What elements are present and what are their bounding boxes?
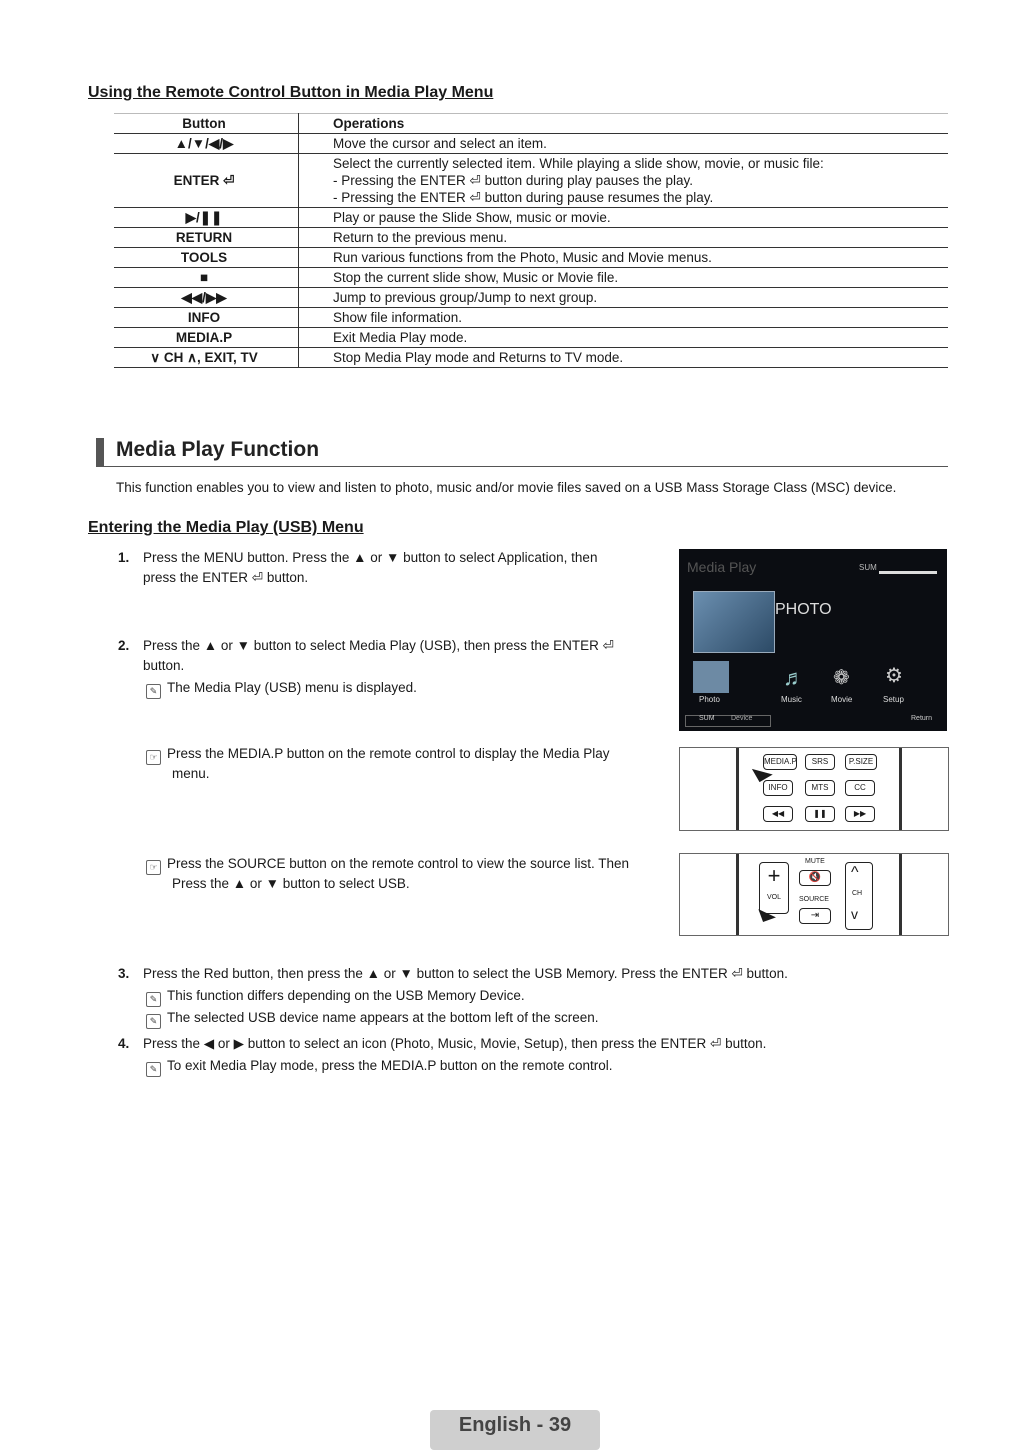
- step-text: Press the ◀ or ▶ button to select an icon (Photo, Music, Movie, Setup), then press the ENTER ⏎ button.: [143, 1036, 767, 1051]
- chevron-up-icon: ^: [851, 864, 859, 881]
- section-title-entering-menu: Entering the Media Play (USB) Menu: [88, 519, 364, 536]
- note-text: This function differs depending on the USB Memory Device.: [167, 988, 525, 1003]
- operation-cell: [299, 208, 949, 228]
- operation-line: - Pressing the ENTER ⏎ button during pause resumes the play.: [333, 190, 714, 205]
- operation-cell: [299, 348, 949, 368]
- operation-cell: [299, 288, 949, 308]
- setup-icon: ⚙: [885, 665, 903, 687]
- button-cell: ▲/▼/◀/▶: [114, 134, 299, 154]
- note-icon: ✎: [146, 992, 161, 1007]
- tip-text: Press the SOURCE button on the remote control to view the source list. Then: [167, 856, 629, 871]
- tip-icon: ☞: [146, 750, 161, 765]
- step-text: button.: [143, 658, 185, 673]
- table-row: [114, 154, 948, 208]
- media-play-screen: [679, 549, 947, 731]
- operation-line: Move the cursor and select an item.: [333, 136, 547, 151]
- screen-device-bar: [685, 715, 771, 727]
- photo-icon: [693, 661, 729, 693]
- button-cell: ∨ CH ∧, EXIT, TV: [114, 348, 299, 368]
- button-cell: ◀◀/▶▶: [114, 288, 299, 308]
- remote-vol-label: VOL: [767, 894, 782, 901]
- table-row: [114, 308, 948, 328]
- section-divider: [96, 466, 948, 467]
- note-icon: ✎: [146, 1014, 161, 1029]
- mute-icon: 🔇: [799, 870, 831, 886]
- operation-line: Show file information.: [333, 310, 463, 325]
- operation-cell: [299, 134, 949, 154]
- operations-table: [114, 113, 948, 368]
- operation-cell: [299, 228, 949, 248]
- tip-text: Press the MEDIA.P button on the remote control to display the Media Play: [167, 746, 610, 761]
- operation-cell: [299, 328, 949, 348]
- table-row: [114, 328, 948, 348]
- operation-line: Exit Media Play mode.: [333, 330, 468, 345]
- operation-line: Select the currently selected item. While playing a slide show, movie, or music file:: [333, 156, 824, 171]
- column-header-operations: Operations: [299, 114, 949, 134]
- plus-icon: +: [759, 862, 789, 914]
- pointer-arrow-icon: ◣: [749, 757, 775, 785]
- screen-icon-label: Setup: [883, 695, 904, 704]
- step-text: press the ENTER ⏎ button.: [143, 570, 309, 585]
- tip-text: menu.: [172, 766, 210, 781]
- operation-line: - Pressing the ENTER ⏎ button during play pauses the play.: [333, 173, 693, 188]
- section-description: This function enables you to view and listen to photo, music and/or movie files saved on a USB Mass Storage Class (MSC) device.: [116, 480, 897, 495]
- source-icon: ⇥: [799, 908, 831, 924]
- operation-line: Stop the current slide show, Music or Movie file.: [333, 270, 619, 285]
- screen-icon-label: Music: [781, 695, 802, 704]
- button-cell: RETURN: [114, 228, 299, 248]
- remote-button-forward: ▶▶: [845, 806, 875, 822]
- button-cell: INFO: [114, 308, 299, 328]
- movie-icon: ❁: [833, 667, 850, 689]
- remote-body: [736, 854, 902, 935]
- screen-device-label: SUM: [859, 563, 877, 572]
- remote-source-label: SOURCE: [799, 896, 829, 903]
- step-number: 3.: [118, 966, 130, 981]
- note-icon: ✎: [146, 1062, 161, 1077]
- remote-mute-label: MUTE: [805, 858, 825, 865]
- table-row: [114, 248, 948, 268]
- screen-header: Media Play: [687, 559, 757, 575]
- step-number: 1.: [118, 550, 130, 565]
- operation-cell: [299, 154, 949, 208]
- note-text: The Media Play (USB) menu is displayed.: [167, 680, 417, 695]
- capacity-bar: [879, 571, 937, 574]
- button-cell: ENTER ⏎: [114, 154, 299, 208]
- screen-bottom-device: Device: [731, 715, 753, 722]
- remote-button-mts: MTS: [805, 780, 835, 796]
- operation-line: Jump to previous group/Jump to next group.: [333, 290, 598, 305]
- screen-return: Return: [911, 715, 933, 722]
- page-number: English - 39: [458, 1414, 572, 1436]
- tip-text: Press the ▲ or ▼ button to select USB.: [172, 876, 410, 891]
- chevron-down-icon: v: [851, 906, 858, 922]
- screen-icon-label: Photo: [699, 695, 720, 704]
- step-number: 4.: [118, 1036, 130, 1051]
- operation-line: Return to the previous menu.: [333, 230, 508, 245]
- remote-button-rewind: ◀◀: [763, 806, 793, 822]
- remote-button-p-size: P.SIZE: [845, 754, 877, 770]
- button-cell: TOOLS: [114, 248, 299, 268]
- operation-cell: [299, 248, 949, 268]
- note-text: To exit Media Play mode, press the MEDIA.P button on the remote control.: [167, 1058, 613, 1073]
- screen-big-label: PHOTO: [775, 601, 832, 618]
- photo-thumbnail-icon: [693, 591, 775, 653]
- remote-button-info: INFO: [763, 780, 793, 796]
- table-row: [114, 134, 948, 154]
- step-text: Press the Red button, then press the ▲ or ▼ button to select the USB Memory. Press the ENTER ⏎ button.: [143, 966, 788, 981]
- screen-bottom-left: SUM: [699, 715, 715, 722]
- section-title-remote-buttons: Using the Remote Control Button in Media Play Menu: [88, 84, 494, 101]
- note-text: The selected USB device name appears at the bottom left of the screen.: [167, 1010, 599, 1025]
- button-cell: ■: [114, 268, 299, 288]
- button-cell: ▶/❚❚: [114, 208, 299, 228]
- tip-icon: ☞: [146, 860, 161, 875]
- table-row: [114, 288, 948, 308]
- operation-line: Stop Media Play mode and Returns to TV mode.: [333, 350, 624, 365]
- step-text: Press the ▲ or ▼ button to select Media Play (USB), then press the ENTER ⏎: [143, 638, 614, 653]
- button-cell: MEDIA.P: [114, 328, 299, 348]
- table-row: [114, 348, 948, 368]
- operation-line: Run various functions from the Photo, Music and Movie menus.: [333, 250, 712, 265]
- table-row: [114, 208, 948, 228]
- remote-button-pause: ❚❚: [805, 806, 835, 822]
- table-row: [114, 268, 948, 288]
- remote-diagram-media: [679, 747, 949, 831]
- remote-diagram-source: [679, 853, 949, 936]
- operation-cell: [299, 308, 949, 328]
- operation-line: Play or pause the Slide Show, music or movie.: [333, 210, 611, 225]
- remote-button-media-p: MEDIA.P: [763, 754, 797, 770]
- section-marker-bar: [96, 438, 104, 466]
- remote-button-cc: CC: [845, 780, 875, 796]
- remote-ch-label: CH: [852, 890, 863, 897]
- music-icon: ♬: [783, 665, 805, 690]
- remote-button-srs: SRS: [805, 754, 835, 770]
- note-icon: ✎: [146, 684, 161, 699]
- step-number: 2.: [118, 638, 130, 653]
- step-text: Press the MENU button. Press the ▲ or ▼ button to select Application, then: [143, 550, 598, 565]
- pointer-arrow-icon: ◣: [756, 900, 777, 924]
- table-row: [114, 228, 948, 248]
- column-header-button: Button: [114, 114, 299, 134]
- screen-icon-label: Movie: [831, 695, 853, 704]
- operation-cell: [299, 268, 949, 288]
- section-title-media-play: Media Play Function: [116, 438, 320, 461]
